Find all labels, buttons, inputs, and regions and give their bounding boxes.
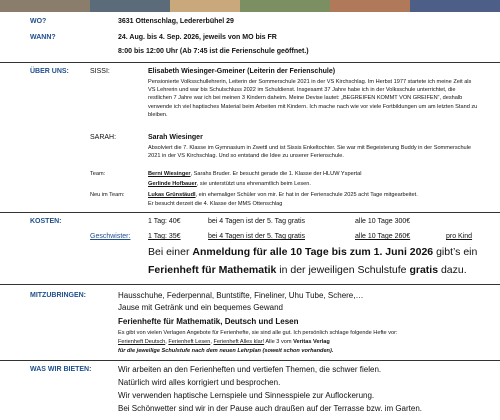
- sarah-name: Sarah Wiesinger: [148, 134, 203, 141]
- price-day: 1 Tag: 40€: [148, 218, 181, 225]
- photo: [90, 0, 170, 12]
- label-ueber-uns: ÜBER UNS:: [30, 68, 69, 75]
- team-member-text: , Sarahs Bruder. Er besucht gerade die 1. Klasse der HLUW Yspertal: [190, 171, 362, 177]
- divider: [0, 62, 500, 63]
- offer-item: Natürlich wird alles korrigiert und besprochen.: [118, 378, 281, 387]
- photo-strip: [0, 0, 500, 12]
- photo: [240, 0, 330, 12]
- label-sissi: SISSI:: [90, 68, 110, 75]
- divider: [0, 360, 500, 361]
- photo: [330, 0, 410, 12]
- divider: [0, 284, 500, 285]
- sibling-price-rule: bei 4 Tagen ist der 5. Tag gratis: [208, 233, 306, 240]
- label-was-wir-bieten: WAS WIR BIETEN:: [30, 366, 92, 373]
- ferienhefte-list: Ferienheft Deutsch, Ferienheft Lesen, Ferienheft Alles klar! Alle 3 vom Veritas Verlag: [118, 339, 330, 345]
- new-member-line: [148, 191, 418, 199]
- label-mitzubringen: MITZUBRINGEN:: [30, 292, 86, 299]
- date-range: 24. Aug. bis 4. Sep. 2026, jeweils von MO bis FR: [118, 34, 277, 41]
- bring-line-1: Hausschuhe, Federpennal, Buntstifte, Fineliner, Uhu Tube, Schere,…: [118, 291, 364, 300]
- price-10days: alle 10 Tage 300€: [355, 218, 411, 225]
- bring-line-2: Jause mit Getränk und ein bequemes Gewand: [118, 303, 283, 312]
- new-member-name: Lukas Grünstäudl: [148, 192, 196, 198]
- offer-item: Wir arbeiten an den Ferienheften und vertiefen Themen, die schwer fielen.: [118, 365, 382, 374]
- promo-line-1: Bei einer Anmeldung für alle 10 Tage bis zum 1. Juni 2026 gibt’s ein: [148, 246, 478, 258]
- divider: [0, 212, 500, 213]
- offer-item: Bei Schönwetter sind wir in der Pause auch draußen auf der Terrasse bzw. im Garten.: [118, 404, 423, 413]
- label-geschwister: Geschwister:: [90, 233, 131, 240]
- photo: [170, 0, 240, 12]
- sibling-per-child: pro Kind: [446, 233, 473, 240]
- price-rule: bei 4 Tagen ist der 5. Tag gratis: [208, 218, 306, 225]
- team-member-name: Gerlinde Hofbauer: [148, 181, 197, 187]
- new-member-text2: Er besucht derzeit die 4. Klasse der MMS Ottenschlag: [148, 201, 283, 207]
- sissi-name: Elisabeth Wiesinger-Gmeiner (Leiterin der Ferienschule): [148, 68, 336, 75]
- ferienhefte-heading: Ferienhefte für Mathematik, Deutsch und Lesen: [118, 317, 299, 326]
- label-sarah: SARAH:: [90, 134, 117, 141]
- sibling-price-day: 1 Tag: 35€: [148, 233, 181, 240]
- time-range: 8:00 bis 12:00 Uhr (Ab 7:45 ist die Ferienschule geöffnet.): [118, 48, 309, 55]
- team-member-text: , sie unterstützt uns ehrenamtlich beim Lesen.: [196, 181, 311, 187]
- team-member-name: Berni Wiesinger: [148, 171, 191, 177]
- photo: [410, 0, 500, 12]
- offer-item: Wir verwenden haptische Lernspiele und Sinnesspiele zur Auflockerung.: [118, 391, 375, 400]
- label-neu-im-team: Neu im Team:: [90, 192, 125, 198]
- ferienhefte-note: Es gibt von vielen Verlagen Angebote für Ferienhefte, sie sind alle gut. Ich persönlich schlage folgende Hefte vor:: [118, 330, 398, 336]
- location: 3631 Ottenschlag, Ledererbühel 29: [118, 18, 234, 25]
- sissi-bio: Pensionierte Volksschullehrerin, Leiterin der Sommerschule 2021 in der VS Kirchschlag. Im Herbst 1977 startete ich meine Zeit als VS Lehrerin und war bis Schulschluss 2022 im Schuldienst. Insgesamt 37 Jahre habe ich in der Volksschule unterrichtet, die restlichen 7 Jahre war ich bei meinen 3 Kindern daheim. Meine Devise lautet: „BEGREIFEN KOMMT VON GREIFEN“, deshalb verwende ich viel haptisches Material beim Arbeiten mit Kindern. Ich mache nach wie vor viele Fortbildungen um am letzten Stand zu bleiben.: [148, 79, 478, 118]
- team-member-line: [148, 170, 361, 178]
- label-wo: WO?: [30, 18, 47, 25]
- label-kosten: KOSTEN:: [30, 218, 62, 225]
- sarah-bio: Absolviert die 7. Klasse im Gymnasium in Zwettl und ist Sissis Enkeltochter. Sie war mit Begeisterung Buddy in der Sommerschule 2021 in der VS Kirchschlag. Und so entstand die Idee zu unserer Ferienschule.: [148, 145, 472, 160]
- sibling-price-10days: alle 10 Tage 260€: [355, 233, 411, 240]
- label-wann: WANN?: [30, 34, 56, 41]
- label-team: Team:: [90, 171, 106, 177]
- photo: [0, 0, 90, 12]
- new-member-text: , ein ehemaliger Schüler von mir. Er hat in der Ferienschule 2025 acht Tage mitgearbeitet.: [195, 192, 418, 198]
- team-member-line: [148, 180, 311, 188]
- promo-line-2: Ferienheft für Mathematik in der jeweiligen Schulstufe gratis dazu.: [148, 264, 467, 276]
- ferienhefte-schulstufe: für die jeweilige Schulstufe nach dem neuen Lehrplan (soweit schon vorhanden).: [118, 348, 334, 354]
